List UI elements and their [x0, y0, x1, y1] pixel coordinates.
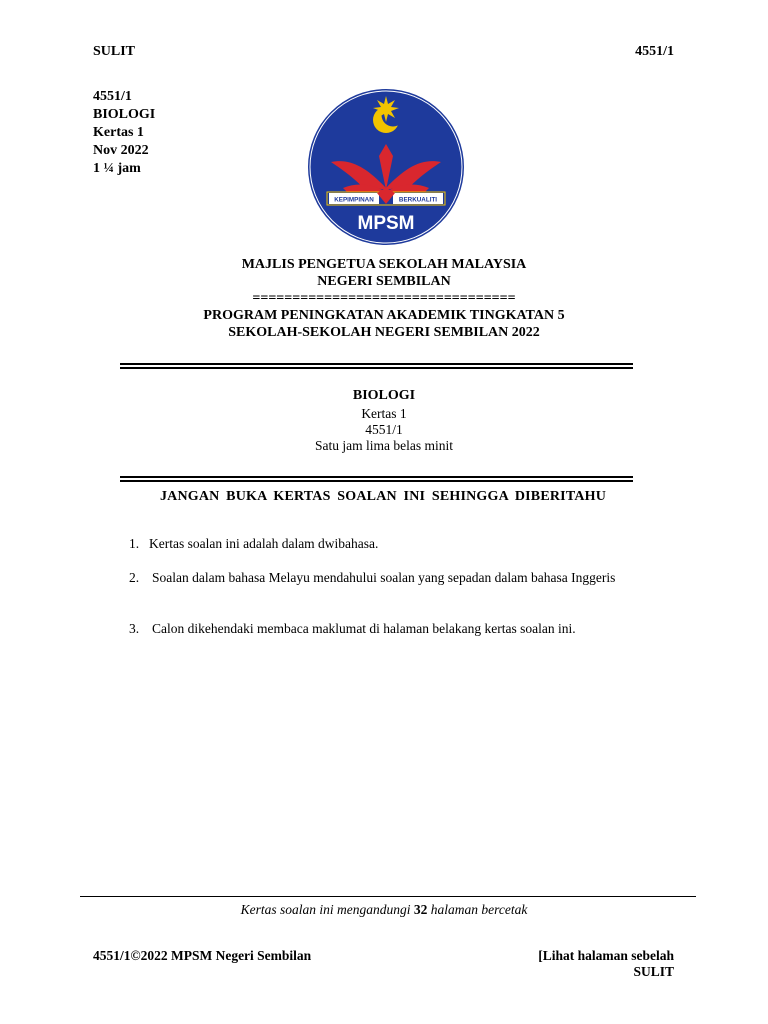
meta-subject: BIOLOGI — [93, 107, 156, 122]
instruction-text: Soalan dalam bahasa Melayu mendahului soalan yang sepadan dalam bahasa Inggeris — [152, 570, 616, 585]
mpsm-logo-graphic — [307, 88, 465, 246]
page-count-note — [0, 902, 768, 918]
logo-banner-right: BERKUALITI — [398, 196, 438, 204]
logo-acronym: MPSM — [357, 213, 415, 234]
warning-notice: JANGAN BUKA KERTAS SOALAN INI SEHINGGA DIBERITAHU — [159, 489, 607, 504]
double-rule-top-a — [120, 363, 633, 365]
meta-date: Nov 2022 — [93, 143, 149, 158]
footer-next-page — [538, 948, 674, 980]
meta-duration: 1 ¼ jam — [93, 161, 141, 176]
header-classification: SULIT — [93, 44, 136, 59]
double-rule-top-b — [120, 367, 633, 369]
footer-copyright: 4551/1©2022 MPSM Negeri Sembilan — [93, 948, 312, 963]
instruction-text: Kertas soalan ini adalah dalam dwibahasa. — [149, 536, 379, 551]
subject-code: 4551/1 — [365, 422, 403, 437]
subject-duration: Satu jam lima belas minit — [315, 438, 453, 453]
footer-rule — [80, 896, 696, 897]
instruction-number: 3. — [129, 621, 140, 636]
header-paper-code: 4551/1 — [635, 44, 674, 59]
double-rule-bottom-a — [120, 476, 633, 478]
page-count-number: 32 — [413, 902, 428, 917]
instruction-item — [129, 570, 669, 586]
instruction-item — [129, 536, 669, 552]
subject-paper: Kertas 1 — [361, 406, 407, 421]
double-rule-bottom-b — [120, 480, 633, 482]
footer-classification: SULIT — [633, 964, 674, 979]
paper-meta — [93, 88, 155, 178]
instruction-item — [129, 621, 669, 637]
org-line-4: SEKOLAH-SEKOLAH NEGERI SEMBILAN 2022 — [228, 325, 540, 340]
page-count-before: Kertas soalan ini mengandungi — [240, 902, 414, 917]
logo-banner-left: KEPIMPINAN — [334, 196, 374, 204]
mpsm-logo — [307, 88, 465, 246]
org-line-3: PROGRAM PENINGKATAN AKADEMIK TINGKATAN 5 — [203, 308, 565, 323]
subject-title: BIOLOGI — [352, 388, 416, 403]
subject-info — [0, 388, 768, 454]
instruction-number: 1. — [129, 536, 140, 551]
meta-code: 4551/1 — [93, 89, 132, 104]
page-count-after: halaman bercetak — [427, 902, 528, 917]
org-line-1: MAJLIS PENGETUA SEKOLAH MALAYSIA — [241, 257, 527, 272]
footer-next-page-line: [Lihat halaman sebelah — [538, 948, 674, 963]
meta-paper: Kertas 1 — [93, 125, 144, 140]
instruction-text: Calon dikehendaki membaca maklumat di halaman belakang kertas soalan ini. — [152, 621, 576, 636]
instruction-number: 2. — [129, 570, 140, 585]
org-separator: ================================= — [252, 291, 516, 306]
organisation-title — [0, 256, 768, 341]
org-line-2: NEGERI SEMBILAN — [317, 274, 451, 289]
